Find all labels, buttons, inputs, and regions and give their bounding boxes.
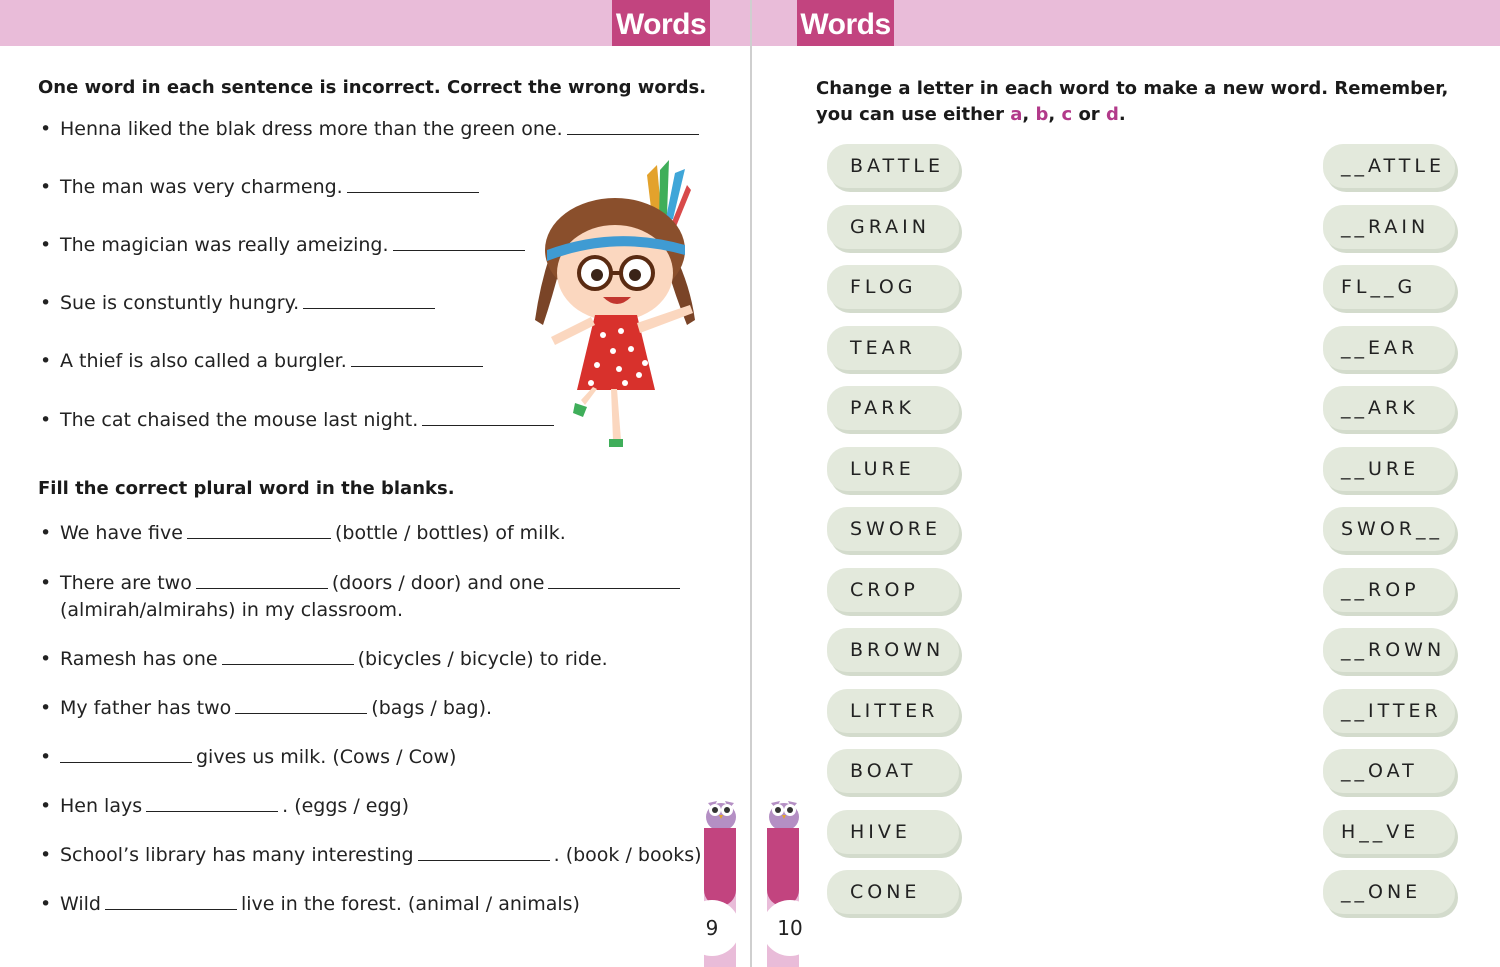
- page-number-right: 10: [762, 900, 818, 956]
- list-item: • gives us milk. (Cows / Cow): [40, 746, 457, 768]
- answer-blank[interactable]: [418, 859, 550, 861]
- answer-blank[interactable]: [393, 249, 525, 251]
- page-column-accent: [767, 828, 799, 906]
- answer-pill[interactable]: __ITTER: [1323, 689, 1455, 733]
- list-item: • The man was very charmeng.: [40, 174, 483, 201]
- answer-pill[interactable]: __RAIN: [1323, 205, 1455, 249]
- list-item: • A thief is also called a burgler.: [40, 348, 487, 375]
- girl-illustration: [525, 155, 710, 455]
- answer-pill[interactable]: __ROWN: [1323, 628, 1455, 672]
- word-pill: LURE: [827, 447, 959, 491]
- answer-pill[interactable]: __ARK: [1323, 386, 1455, 430]
- list-item: • The cat chaised the mouse last night.: [40, 407, 558, 434]
- answer-blank[interactable]: [567, 133, 699, 135]
- word-pill: BATTLE: [827, 144, 959, 188]
- section1-heading: One word in each sentence is incorrect. Correct the wrong words.: [38, 77, 707, 98]
- answer-pill[interactable]: FL__G: [1323, 265, 1455, 309]
- word-pill: CROP: [827, 568, 959, 612]
- word-pill: TEAR: [827, 326, 959, 370]
- list-item: • Wild live in the forest. (animal / animals): [40, 893, 580, 915]
- list-item: • Ramesh has one (bicycles / bicycle) to ride.: [40, 648, 608, 670]
- answer-blank[interactable]: [146, 810, 278, 812]
- section-tab-right: Words: [797, 0, 894, 46]
- word-pill: BROWN: [827, 628, 959, 672]
- list-item: • Henna liked the blak dress more than the green one.: [40, 116, 703, 143]
- word-pill: HIVE: [827, 810, 959, 854]
- list-item: • Hen lays . (eggs / egg): [40, 795, 410, 817]
- answer-blank[interactable]: [187, 537, 331, 539]
- answer-blank[interactable]: [351, 365, 483, 367]
- list-item: • Sue is constuntly hungry.: [40, 290, 439, 317]
- answer-blank[interactable]: [548, 587, 680, 589]
- answer-pill[interactable]: __EAR: [1323, 326, 1455, 370]
- list-item: • My father has two (bags / bag).: [40, 697, 493, 719]
- answer-blank[interactable]: [105, 908, 237, 910]
- list-item: • The magician was really ameizing.: [40, 232, 529, 259]
- list-item: • School’s library has many interesting . (book / books): [40, 844, 702, 866]
- section2-heading: Fill the correct plural word in the blanks.: [38, 478, 455, 499]
- answer-pill[interactable]: __ATTLE: [1323, 144, 1455, 188]
- word-pill: LITTER: [827, 689, 959, 733]
- word-pill: PARK: [827, 386, 959, 430]
- answer-pill[interactable]: __ROP: [1323, 568, 1455, 612]
- list-item: • We have five (bottle / bottles) of milk.: [40, 522, 566, 544]
- answer-blank[interactable]: [60, 761, 192, 763]
- word-pill: BOAT: [827, 749, 959, 793]
- answer-blank[interactable]: [196, 587, 328, 589]
- answer-blank[interactable]: [347, 191, 479, 193]
- answer-pill[interactable]: __ONE: [1323, 870, 1455, 914]
- answer-blank[interactable]: [222, 663, 354, 665]
- instruction-text: Change a letter in each word to make a new word. Remember, you can use either a, b, c or d.: [816, 78, 1449, 125]
- owl-icon: [703, 793, 739, 831]
- word-pill: SWORE: [827, 507, 959, 551]
- page-column-accent: [704, 828, 736, 906]
- page-divider: [750, 0, 752, 967]
- page-number-left: 9: [684, 900, 740, 956]
- word-pill: FLOG: [827, 265, 959, 309]
- word-pill: CONE: [827, 870, 959, 914]
- answer-pill[interactable]: __OAT: [1323, 749, 1455, 793]
- word-pill: GRAIN: [827, 205, 959, 249]
- answer-pill[interactable]: SWOR__: [1323, 507, 1455, 551]
- answer-blank[interactable]: [303, 307, 435, 309]
- owl-icon: [766, 793, 802, 831]
- list-item: • There are two (doors / door) and one (almirah/almirahs) in my classroom.: [40, 570, 690, 624]
- answer-pill[interactable]: __URE: [1323, 447, 1455, 491]
- answer-pill[interactable]: H__VE: [1323, 810, 1455, 854]
- section-tab-left: Words: [612, 0, 710, 46]
- answer-blank[interactable]: [235, 712, 367, 714]
